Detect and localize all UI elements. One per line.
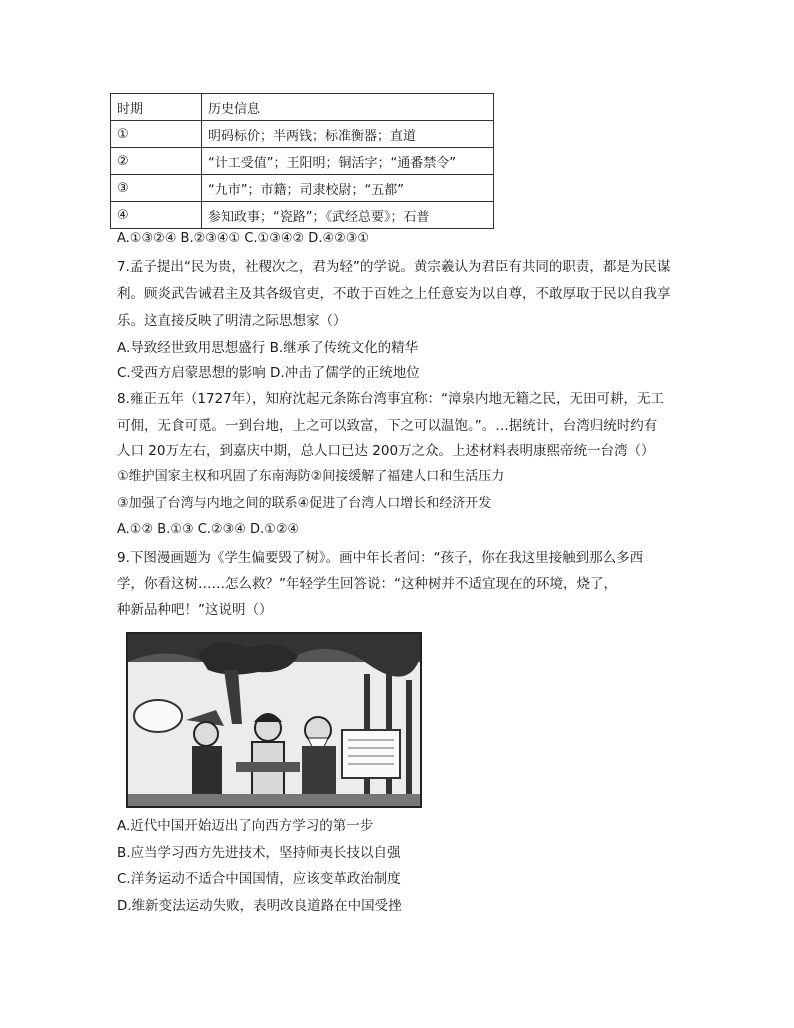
table-header-row <box>111 94 494 121</box>
history-table <box>110 93 494 229</box>
q8-line: 8.雍正五年（1727年），知府沈起元条陈台湾事宜称：“漳泉内地无籍之民，无田可耕，无工 <box>117 391 664 407</box>
table-cell: ③ <box>111 175 202 202</box>
q9-option: B.应当学习西方先进技术，坚持师夷长技以自强 <box>117 845 401 861</box>
q6-options: A.①③②④ B.②③④① C.①③④② D.④②③① <box>117 231 370 246</box>
q7-line: 利。顾炎武告诫君主及其各级官吏，不敢于百姓之上任意妄为以自尊，不敢厚取于民以自我享 <box>117 286 671 302</box>
q9-option: D.维新变法运动失败，表明改良道路在中国受挫 <box>117 898 402 914</box>
q8-statement: ③加强了台湾与内地之间的联系④促进了台湾人口增长和经济开发 <box>117 496 492 511</box>
table-row <box>111 148 494 175</box>
table-cell: ① <box>111 121 202 148</box>
q9-line: 学，你看这树……怎么救？”年轻学生回答说：“这种树并不适宜现在的环境，烧了， <box>117 576 617 592</box>
table-row <box>111 202 494 229</box>
q9-line: 9.下图漫画题为《学生偏要毁了树》。画中年长者问：“孩子，你在我这里接触到那么多西 <box>117 550 644 566</box>
q8-line: 人口 20万左右，到嘉庆中期，总人口已达 200万之众。上述材料表明康熙帝统一台湾（） <box>117 443 655 459</box>
table-cell: “九市”；市籍；司隶校尉；“五都” <box>202 175 494 202</box>
q7-option: A.导致经世致用思想盛行 B.继承了传统文化的精华 <box>117 340 419 356</box>
table-cell: ④ <box>111 202 202 229</box>
cartoon-image <box>126 632 422 808</box>
q7-line: 乐。这直接反映了明清之际思想家（） <box>117 313 347 329</box>
table-cell: 参知政事；“瓷路”；《武经总要》；石普 <box>202 202 494 229</box>
table-header-info: 历史信息 <box>202 94 494 121</box>
q8-options: A.①② B.①③ C.②③④ D.①②④ <box>117 522 300 537</box>
table-cell: 明码标价；半两钱；标准衡器；直道 <box>202 121 494 148</box>
table-row <box>111 121 494 148</box>
q9-line: 种新品种吧！”这说明（） <box>117 602 273 618</box>
table-cell: “计工受值”；王阳明；铜活字；“通番禁令” <box>202 148 494 175</box>
q9-option: A.近代中国开始迈出了向西方学习的第一步 <box>117 818 374 834</box>
q7-option: C.受西方启蒙思想的影响 D.冲击了儒学的正统地位 <box>117 365 420 381</box>
cartoon-drawing <box>128 634 420 806</box>
table-cell: ② <box>111 148 202 175</box>
q8-statement: ①维护国家主权和巩固了东南海防②间接缓解了福建人口和生活压力 <box>117 469 505 484</box>
table-row <box>111 175 494 202</box>
q8-line: 可佣，无食可觅。一到台地，上之可以致富，下之可以温饱。”。…据统计，台湾归统时约有 <box>117 418 658 434</box>
q9-option: C.洋务运动不适合中国国情，应该变革政治制度 <box>117 871 401 887</box>
q7-line: 7.孟子提出“民为贵，社稷次之，君为轻”的学说。黄宗羲认为君臣有共同的职责，都是为民谋 <box>117 259 671 275</box>
table-header-period: 时期 <box>111 94 202 121</box>
